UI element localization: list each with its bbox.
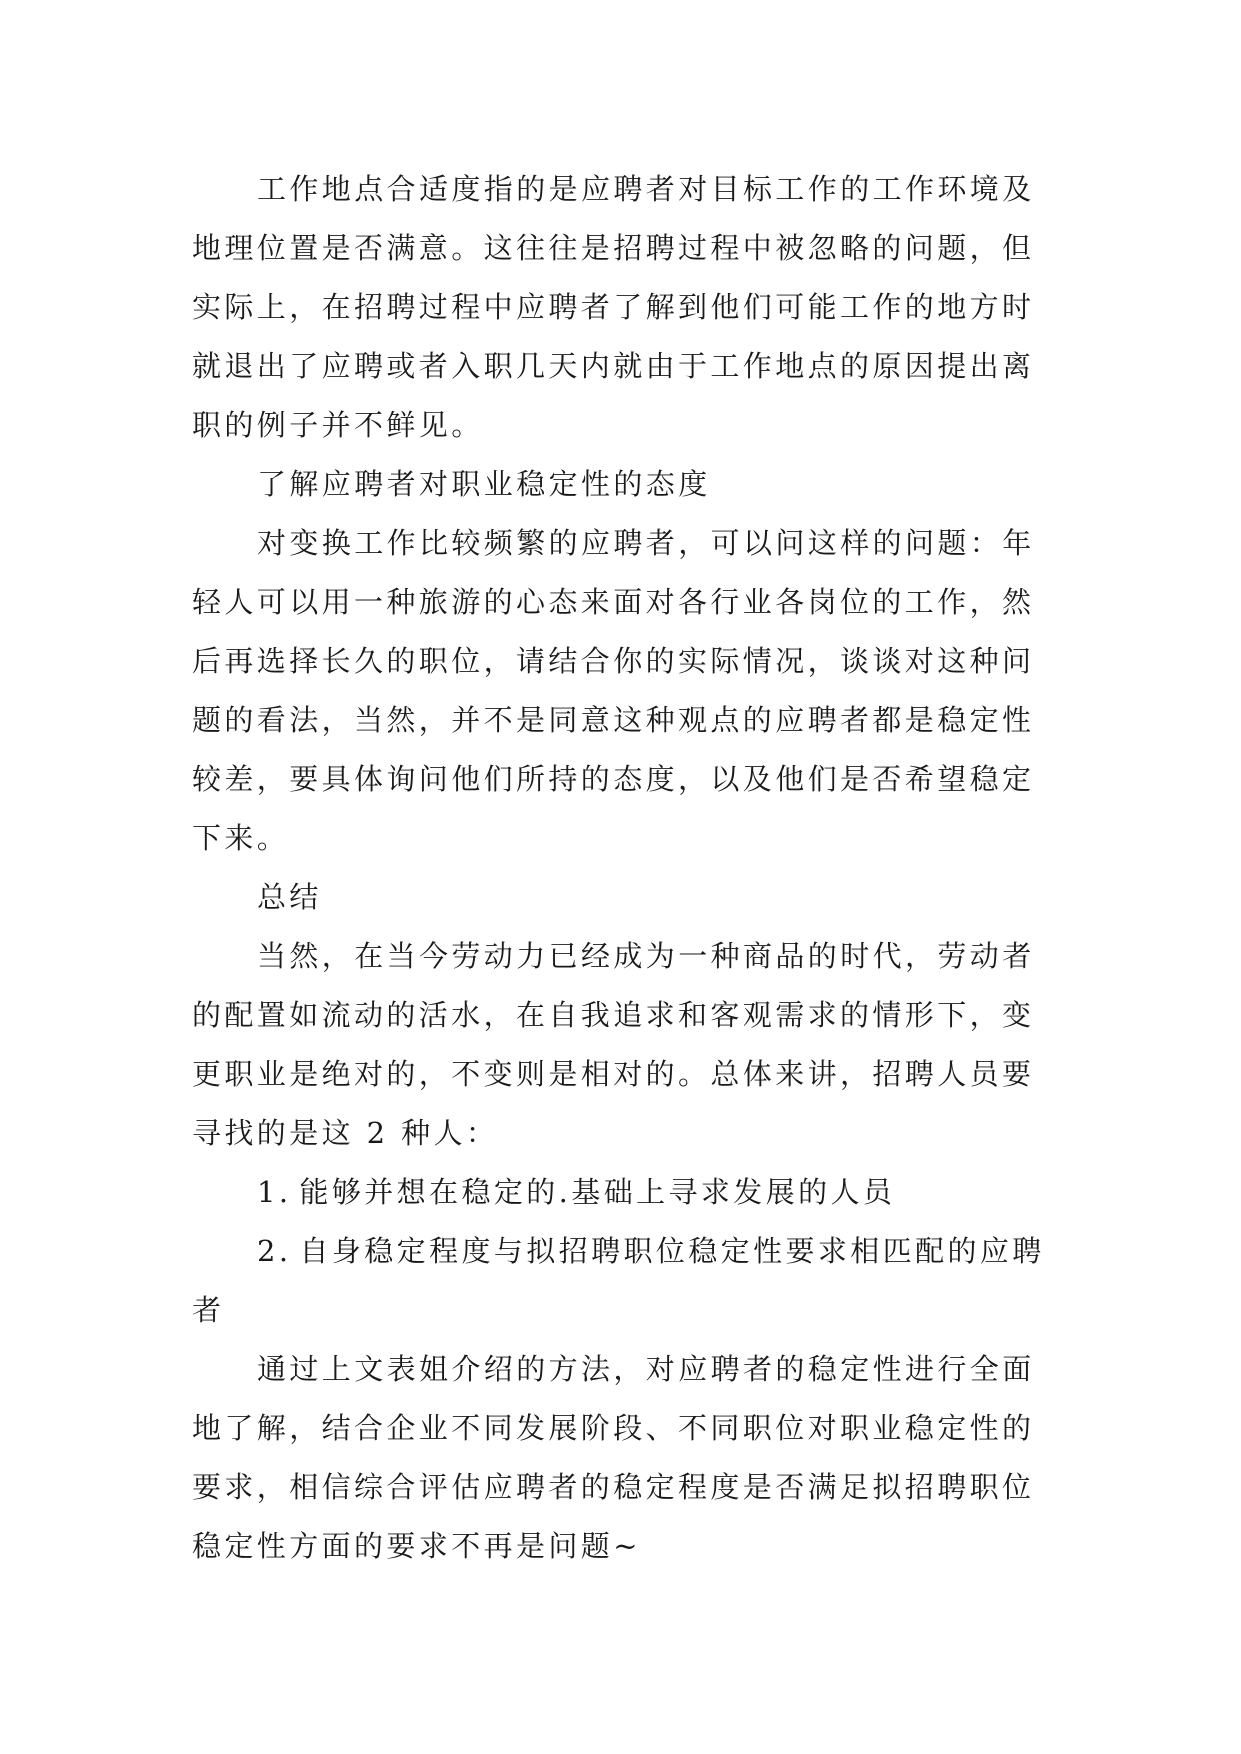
list-item-1 [192,1163,1054,1222]
list-item-2 [192,1222,1054,1340]
document-body [192,160,1054,1576]
list-item-text: 自身稳定程度与拟招聘职位稳定性要求相匹配的应聘者 [192,1234,1045,1327]
section-heading-stability-attitude: 了解应聘者对职业稳定性的态度 [257,467,711,501]
paragraph-work-location: 工作地点合适度指的是应聘者对目标工作的工作环境及地理位置是否满意。这往往是招聘过程中被忽略的问题，但实际上，在招聘过程中应聘者了解到他们可能工作的地方时就退出了应聘或者入职几天内就由于工作地点的原因提出离职的例子并不鲜见。 [192,172,1035,442]
paragraph-conclusion: 通过上文表姐介绍的方法，对应聘者的稳定性进行全面地了解，结合企业不同发展阶段、不同职位对职业稳定性的要求，相信综合评估应聘者的稳定程度是否满足拟招聘职位稳定性方面的要求不再是问题~ [192,1352,1035,1563]
paragraph-job-change-question: 对变换工作比较频繁的应聘者，可以问这样的问题：年轻人可以用一种旅游的心态来面对各行业各岗位的工作，然后再选择长久的职位，请结合你的实际情况，谈谈对这种问题的看法，当然，并不是同意这种观点的应聘者都是稳定性较差，要具体询问他们所持的态度，以及他们是否希望稳定下来。 [192,526,1035,855]
section-heading-summary: 总结 [257,880,322,914]
list-item-text: 能够并想在稳定的.基础上寻求发展的人员 [299,1175,896,1209]
list-number: 1. [257,1175,292,1209]
paragraph-summary: 当然，在当今劳动力已经成为一种商品的时代，劳动者的配置如流动的活水，在自我追求和客观需求的情形下，变更职业是绝对的，不变则是相对的。总体来讲，招聘人员要寻找的是这 2 种人： [192,939,1035,1150]
list-number: 2. [257,1234,292,1268]
